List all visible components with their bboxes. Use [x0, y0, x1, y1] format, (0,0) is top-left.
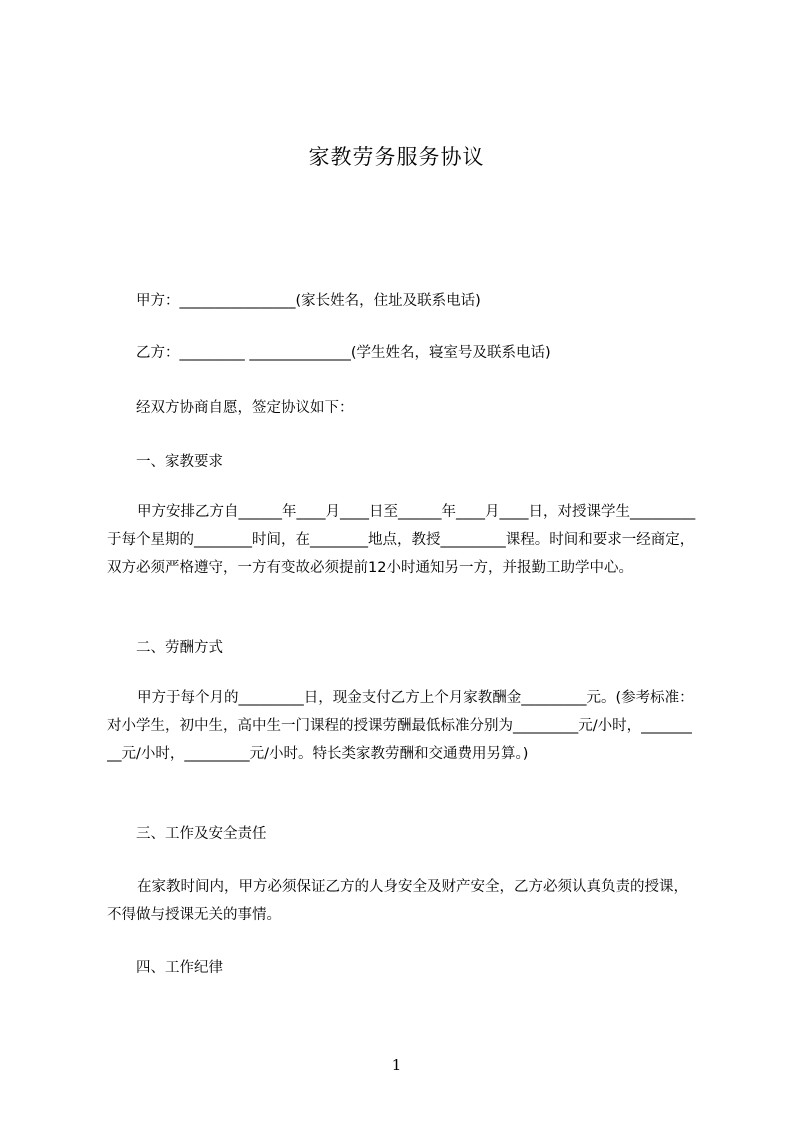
- section-heading-requirements: 一、家教要求: [136, 454, 223, 470]
- agreement-intro: 经双方协商自愿，签定协议如下：: [136, 400, 354, 416]
- party-a-line: 甲方：________________(家长姓名，住址及联系电话): [136, 293, 481, 309]
- party-b-line: 乙方：_________ ______________(学生姓名，寝室号及联系电话): [136, 345, 551, 361]
- document-title: 家教劳务服务协议: [308, 145, 485, 169]
- section-body-requirements: [107, 498, 699, 610]
- page-number: 1: [391, 1056, 402, 1074]
- section-body-payment-text: 甲方于每个月的_________日，现金支付乙方上个月家教酬金_________元。(参考标准：对小学生，初中生，高中生一门课程的授课劳酬最低标准分别为_________元/小时，_________元/小时，_________元/小时。特长类家教劳酬和交通费用另算。): [107, 690, 694, 762]
- section-body-requirements-text: 甲方安排乙方自______年____月____日至______年____月____日，对授课学生_________于每个星期的________时间，在________地点，教授_________课程。时间和要求一经商定，双方必须严格遵守，一方有变故必须提前12小时通知另一方，并报勤工助学中心。: [107, 504, 696, 576]
- section-heading-payment: 二、劳酬方式: [136, 640, 223, 656]
- section-heading-safety: 三、工作及安全责任: [136, 826, 267, 842]
- section-body-payment: [107, 684, 699, 796]
- section-body-safety-text: 在家教时间内，甲方必须保证乙方的人身安全及财产安全，乙方必须认真负责的授课，不得做与授课无关的事情。: [107, 879, 688, 923]
- section-heading-discipline: 四、工作纪律: [136, 960, 223, 976]
- section-body-safety: [107, 873, 699, 929]
